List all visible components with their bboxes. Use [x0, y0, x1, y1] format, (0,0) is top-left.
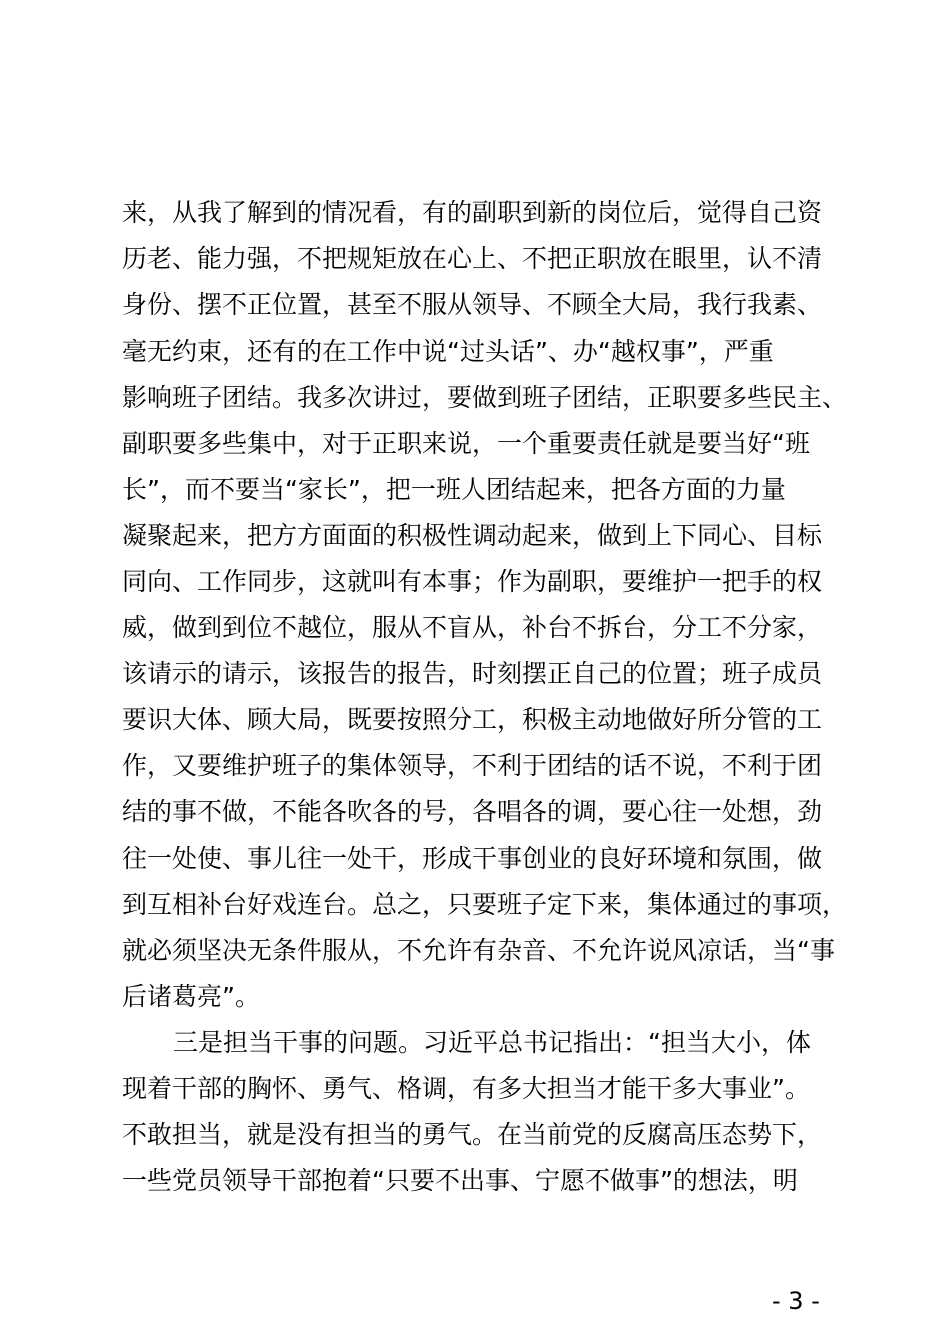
body-text-line: 就必须坚决无条件服从，不允许有杂音、不允许说风凉话，当“事 [122, 936, 835, 965]
body-text-line: 不敢担当，就是没有担当的勇气。在当前党的反腐高压态势下， [122, 1120, 823, 1149]
body-text-line: 毫无约束，还有的在工作中说“过头话”、办“越权事”，严重 [122, 337, 774, 366]
body-text-line: 后诸葛亮”。 [122, 982, 260, 1011]
body-text-line: 现着干部的胸怀、勇气、格调，有多大担当才能干多大事业”。 [122, 1074, 810, 1103]
body-text-line: 长”，而不要当“家长”，把一班人团结起来，把各方面的力量 [122, 475, 786, 504]
body-text-line: 凝聚起来，把方方面面的积极性调动起来，做到上下同心、目标 [122, 521, 823, 550]
body-text-line: 身份、摆不正位置，甚至不服从领导、不顾全大局，我行我素、 [122, 290, 823, 319]
body-text-line: 作，又要维护班子的集体领导，不利于团结的话不说，不利于团 [122, 751, 823, 780]
body-text-line: 威，做到到位不越位，服从不盲从，补台不拆台，分工不分家， [122, 613, 823, 642]
body-text-line: 该请示的请示，该报告的报告，时刻摆正自己的位置；班子成员 [122, 659, 823, 688]
body-text-line: 影响班子团结。我多次讲过，要做到班子团结，正职要多些民主、 [122, 383, 848, 412]
body-text-line: 往一处使、事儿往一处干，形成干事创业的良好环境和氛围，做 [122, 844, 823, 873]
body-text-line: 副职要多些集中，对于正职来说，一个重要责任就是要当好“班 [122, 429, 810, 458]
body-text-line: 同向、工作同步，这就叫有本事；作为副职，要维护一把手的权 [122, 567, 823, 596]
body-text-line: 历老、能力强，不把规矩放在心上、不把正职放在眼里，认不清 [122, 244, 823, 273]
body-text-line: 要识大体、顾大局，既要按照分工，积极主动地做好所分管的工 [122, 705, 823, 734]
body-text-line: 一些党员领导干部抱着“只要不出事、宁愿不做事”的想法，明 [122, 1166, 798, 1195]
page-number: - 3 - [772, 1287, 820, 1315]
body-text-line: 结的事不做，不能各吹各的号，各唱各的调，要心往一处想，劲 [122, 797, 823, 826]
paragraph-start-line: 三是担当干事的问题。习近平总书记指出：“担当大小，体 [173, 1028, 811, 1057]
body-text-line: 来，从我了解到的情况看，有的副职到新的岗位后，觉得自己资 [122, 198, 823, 227]
body-text-line: 到互相补台好戏连台。总之，只要班子定下来，集体通过的事项， [122, 890, 848, 919]
